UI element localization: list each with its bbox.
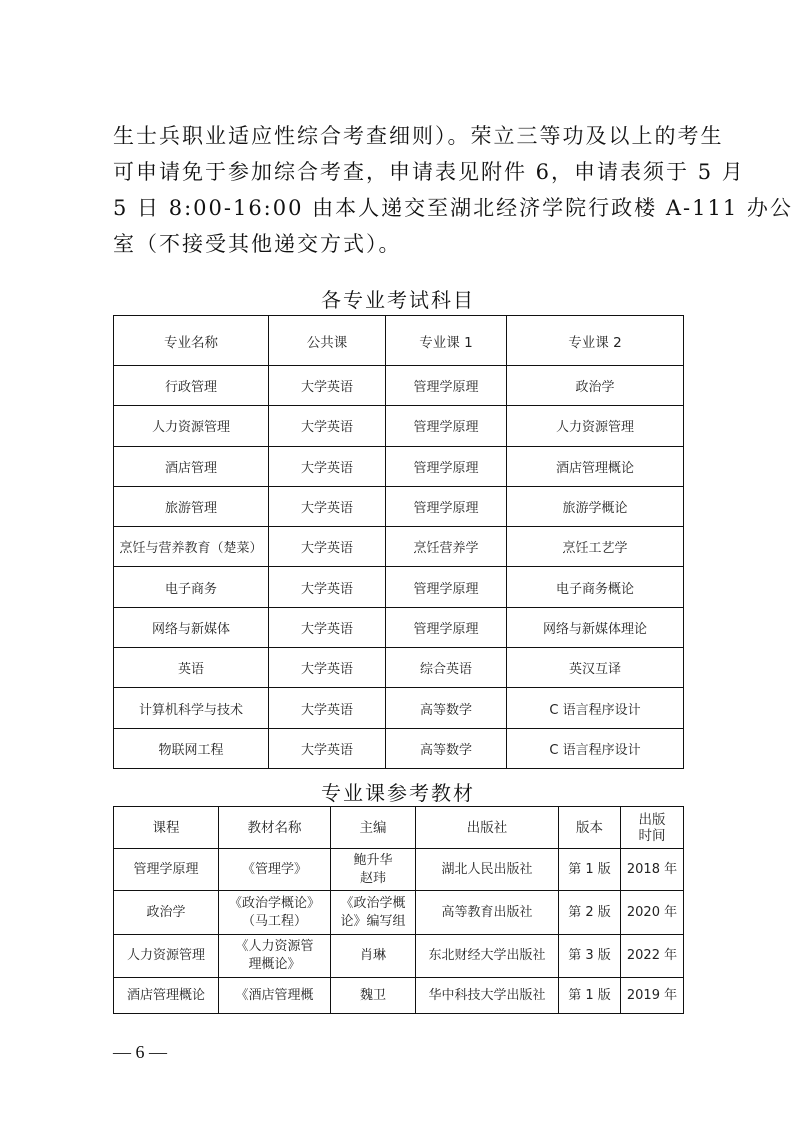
table-cell: 管理学原理 bbox=[386, 366, 507, 406]
exam-subjects-table bbox=[113, 315, 684, 769]
table-cell: 酒店管理概论 bbox=[114, 978, 219, 1014]
table-cell: 管理学原理 bbox=[386, 406, 507, 446]
table-cell: 第 1 版 bbox=[559, 978, 621, 1014]
table-row bbox=[114, 607, 684, 647]
table-row bbox=[114, 891, 684, 935]
table-cell: 英汉互译 bbox=[507, 648, 684, 688]
table-cell: 《政治学概 论》编写组 bbox=[331, 891, 416, 935]
table-cell: 第 1 版 bbox=[559, 849, 621, 891]
table-cell: 大学英语 bbox=[269, 607, 386, 647]
table-header-row bbox=[114, 807, 684, 849]
table-cell: 旅游学概论 bbox=[507, 486, 684, 526]
table-cell: 东北财经大学出版社 bbox=[416, 935, 559, 978]
table-cell: 《酒店管理概 bbox=[219, 978, 331, 1014]
table-cell: 电子商务 bbox=[114, 567, 269, 607]
table-cell: 大学英语 bbox=[269, 648, 386, 688]
table-cell: 2019 年 bbox=[621, 978, 684, 1014]
paragraph-line: 可申请免于参加综合考查，申请表见附件 6，申请表须于 5 月 bbox=[113, 160, 745, 184]
table-cell: 管理学原理 bbox=[386, 486, 507, 526]
table-cell: 大学英语 bbox=[269, 406, 386, 446]
column-header: 专业名称 bbox=[114, 316, 269, 366]
column-header: 公共课 bbox=[269, 316, 386, 366]
table-cell: 酒店管理概论 bbox=[507, 446, 684, 486]
paragraph-line: 室（不接受其他递交方式）。 bbox=[113, 232, 402, 256]
table-row bbox=[114, 567, 684, 607]
table-cell: 综合英语 bbox=[386, 648, 507, 688]
table-row bbox=[114, 366, 684, 406]
paragraph-line: 5 日 8:00-16:00 由本人递交至湖北经济学院行政楼 A-111 办公 bbox=[113, 196, 793, 220]
table-cell: 《管理学》 bbox=[219, 849, 331, 891]
column-header: 版本 bbox=[559, 807, 621, 849]
table-cell: 第 2 版 bbox=[559, 891, 621, 935]
table-cell: 大学英语 bbox=[269, 366, 386, 406]
body-paragraph bbox=[113, 118, 793, 262]
table-cell: 鲍升华 赵玮 bbox=[331, 849, 416, 891]
table-cell: 管理学原理 bbox=[386, 446, 507, 486]
table-cell: 高等数学 bbox=[386, 688, 507, 728]
table-cell: 政治学 bbox=[507, 366, 684, 406]
table-cell: 第 3 版 bbox=[559, 935, 621, 978]
textbook-table-body bbox=[114, 849, 684, 1014]
paragraph-line: 生士兵职业适应性综合考查细则）。荣立三等功及以上的考生 bbox=[113, 124, 724, 148]
table-cell: 2022 年 bbox=[621, 935, 684, 978]
column-header: 课程 bbox=[114, 807, 219, 849]
table-cell: C 语言程序设计 bbox=[507, 688, 684, 728]
table-cell: 政治学 bbox=[114, 891, 219, 935]
column-header: 主编 bbox=[331, 807, 416, 849]
table-cell: 行政管理 bbox=[114, 366, 269, 406]
table-cell: 大学英语 bbox=[269, 688, 386, 728]
table-header-row bbox=[114, 316, 684, 366]
table-cell: 烹饪工艺学 bbox=[507, 527, 684, 567]
table-row bbox=[114, 527, 684, 567]
table-cell: 肖琳 bbox=[331, 935, 416, 978]
table-row bbox=[114, 935, 684, 978]
textbook-table-caption: 专业课参考教材 bbox=[321, 781, 475, 805]
table-cell: 人力资源管理 bbox=[114, 406, 269, 446]
table-cell: 旅游管理 bbox=[114, 486, 269, 526]
table-cell: 《人力资源管 理概论》 bbox=[219, 935, 331, 978]
column-header: 专业课 1 bbox=[386, 316, 507, 366]
column-header: 出版 时间 bbox=[621, 807, 684, 849]
table-cell: 英语 bbox=[114, 648, 269, 688]
table-row bbox=[114, 849, 684, 891]
table-cell: 大学英语 bbox=[269, 567, 386, 607]
table-cell: 华中科技大学出版社 bbox=[416, 978, 559, 1014]
table-cell: 2018 年 bbox=[621, 849, 684, 891]
column-header: 教材名称 bbox=[219, 807, 331, 849]
table-cell: 人力资源管理 bbox=[507, 406, 684, 446]
page-number: — 6 — bbox=[113, 1042, 167, 1062]
table-cell: 管理学原理 bbox=[114, 849, 219, 891]
exam-table-caption: 各专业考试科目 bbox=[321, 288, 475, 312]
table-cell: 物联网工程 bbox=[114, 728, 269, 768]
table-cell: 酒店管理 bbox=[114, 446, 269, 486]
table-cell: 网络与新媒体 bbox=[114, 607, 269, 647]
table-cell: 人力资源管理 bbox=[114, 935, 219, 978]
column-header: 出版社 bbox=[416, 807, 559, 849]
table-cell: 高等教育出版社 bbox=[416, 891, 559, 935]
table-cell: 烹饪营养学 bbox=[386, 527, 507, 567]
table-cell: 湖北人民出版社 bbox=[416, 849, 559, 891]
table-row bbox=[114, 446, 684, 486]
table-cell: 大学英语 bbox=[269, 728, 386, 768]
table-row bbox=[114, 648, 684, 688]
textbook-table bbox=[113, 806, 684, 1014]
table-cell: 烹饪与营养教育（楚菜） bbox=[114, 527, 269, 567]
table-cell: 管理学原理 bbox=[386, 607, 507, 647]
table-cell: 管理学原理 bbox=[386, 567, 507, 607]
table-row bbox=[114, 978, 684, 1014]
table-cell: 大学英语 bbox=[269, 446, 386, 486]
table-cell: C 语言程序设计 bbox=[507, 728, 684, 768]
table-row bbox=[114, 486, 684, 526]
table-row bbox=[114, 728, 684, 768]
table-row bbox=[114, 406, 684, 446]
table-cell: 电子商务概论 bbox=[507, 567, 684, 607]
column-header: 专业课 2 bbox=[507, 316, 684, 366]
table-cell: 大学英语 bbox=[269, 527, 386, 567]
table-cell: 《政治学概论》 （马工程） bbox=[219, 891, 331, 935]
table-cell: 网络与新媒体理论 bbox=[507, 607, 684, 647]
table-cell: 高等数学 bbox=[386, 728, 507, 768]
table-cell: 计算机科学与技术 bbox=[114, 688, 269, 728]
table-row bbox=[114, 688, 684, 728]
table-cell: 2020 年 bbox=[621, 891, 684, 935]
table-cell: 魏卫 bbox=[331, 978, 416, 1014]
exam-table-body bbox=[114, 366, 684, 769]
table-cell: 大学英语 bbox=[269, 486, 386, 526]
